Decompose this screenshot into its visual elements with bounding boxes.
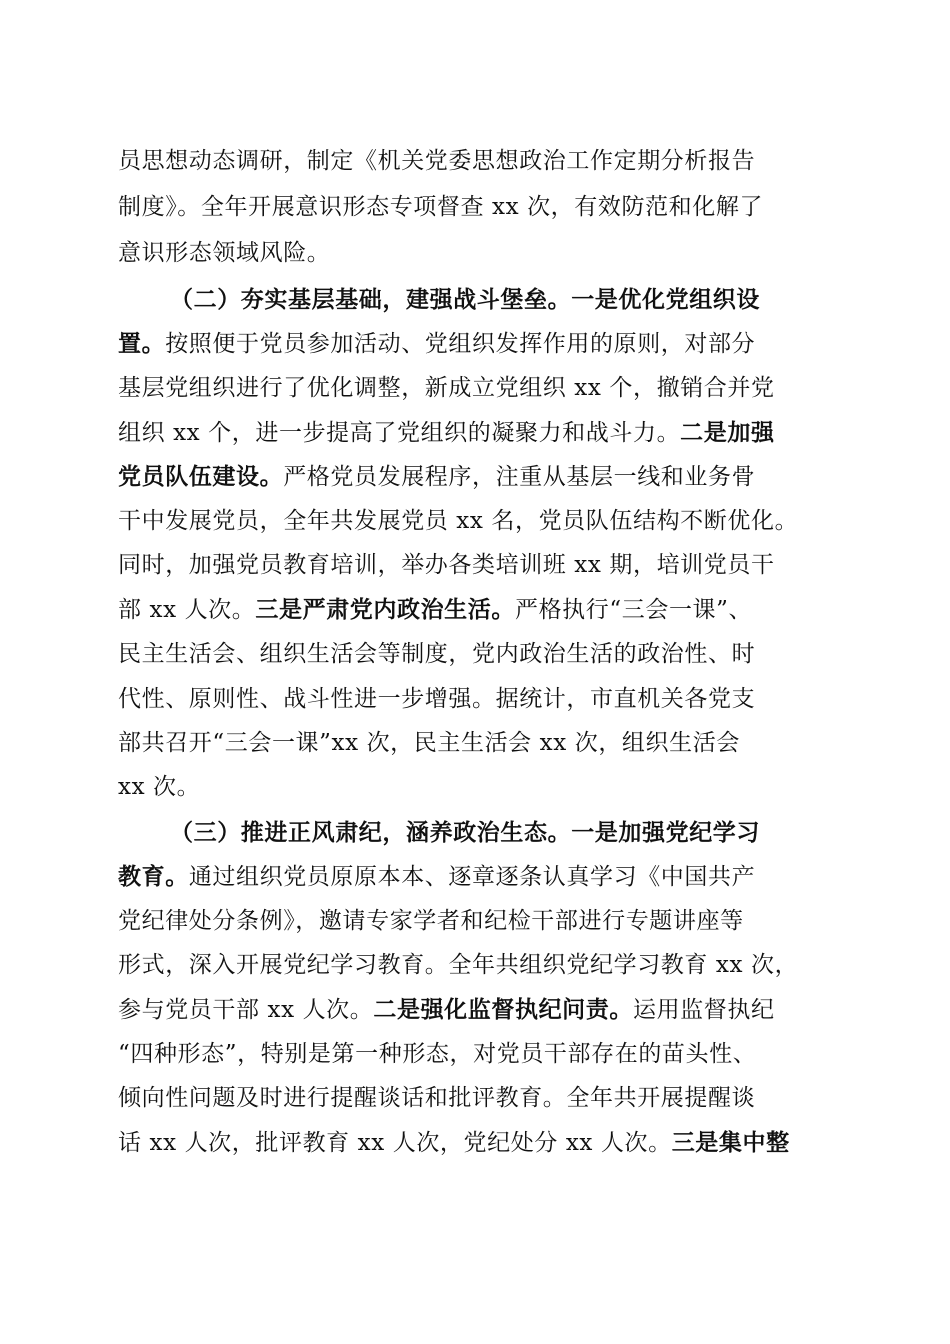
text-line-19	[118, 942, 838, 988]
bold-run: 教育。	[118, 863, 189, 890]
text-run: 按照便于党员参加活动、党组织发挥作用的原则，对部分	[165, 331, 756, 357]
bold-run: 二是强化监督执纪问责。	[373, 996, 633, 1023]
text-line-21	[118, 1031, 838, 1077]
text-run: 党纪律处分条例》，邀请专家学者和纪检干部进行专题讲座等	[118, 908, 744, 934]
text-run: 员思想动态调研，制定《机关党委思想政治工作定期分析报告	[118, 148, 756, 174]
bold-run: 三是严肃党内政治生活。	[255, 596, 515, 623]
text-line-10	[118, 542, 838, 588]
bold-run: 党员队伍建设。	[118, 463, 284, 490]
text-run: 形式，深入开展党纪学习教育。全年共组织党纪学习教育 xx 次，	[118, 952, 799, 978]
text-run: 通过组织党员原原本本、逐章逐条认真学习《中国共产	[188, 864, 756, 890]
heading-text: （二）夯实基层基础，建强战斗堡垒。一是优化党组织设	[170, 286, 760, 313]
text-run: 基层党组织进行了优化调整，新成立党组织 xx 个，撤销合并党	[118, 375, 775, 401]
text-line-22	[118, 1075, 838, 1121]
text-run: 参与党员干部 xx 人次。	[118, 997, 374, 1023]
text-run: xx 次。	[118, 774, 201, 800]
text-run: 民主生活会、组织生活会等制度，党内政治生活的政治性、时	[118, 641, 756, 667]
section-heading-3	[170, 810, 890, 856]
text-run: 组织 xx 个，进一步提高了党组织的凝聚力和战斗力。	[118, 420, 681, 446]
text-run: 制度》。全年开展意识形态专项督查 xx 次，有效防范和化解了	[118, 194, 764, 220]
text-line-13	[118, 676, 838, 722]
section-heading-2	[170, 277, 890, 323]
text-run: 严格党员发展程序，注重从基层一线和业务骨	[283, 464, 756, 490]
text-line-14	[118, 720, 838, 766]
text-line-2	[118, 184, 838, 230]
text-line-17	[118, 854, 838, 900]
text-run: 干中发展党员，全年共发展党员 xx 名，党员队伍结构不断优化。	[118, 508, 799, 534]
text-run: 话 xx 人次，批评教育 xx 人次，党纪处分 xx 人次。	[118, 1130, 672, 1156]
text-run: 部共召开“三会一课”xx 次，民主生活会 xx 次，组织生活会	[118, 730, 740, 756]
text-line-6	[118, 365, 838, 411]
text-line-20	[118, 987, 838, 1033]
text-run: 运用监督执纪	[632, 997, 775, 1023]
bold-run: 二是加强	[680, 419, 775, 446]
text-line-7	[118, 410, 838, 456]
text-run: 意识形态领域风险。	[118, 240, 331, 266]
text-line-23	[118, 1120, 838, 1166]
text-run: 部 xx 人次。	[118, 597, 256, 623]
text-line-11	[118, 587, 838, 633]
bold-run: 三是集中整	[671, 1129, 790, 1156]
bold-run: 置。	[118, 330, 166, 357]
text-line-5	[118, 321, 838, 367]
text-run: 代性、原则性、战斗性进一步增强。据统计，市直机关各党支	[118, 686, 756, 712]
text-line-8	[118, 454, 838, 500]
text-run: 同时，加强党员教育培训，举办各类培训班 xx 期，培训党员干	[118, 552, 775, 578]
text-run: 倾向性问题及时进行提醒谈话和批评教育。全年共开展提醒谈	[118, 1085, 756, 1111]
text-run: 严格执行“三会一课”、	[514, 597, 753, 623]
heading-text: （三）推进正风肃纪，涵养政治生态。一是加强党纪学习	[170, 819, 760, 846]
text-line-9	[118, 498, 838, 544]
text-line-15	[118, 764, 838, 810]
text-run: “四种形态”，特别是第一种形态，对党员干部存在的苗头性、	[118, 1041, 757, 1067]
text-line-3	[118, 230, 838, 276]
text-line-1	[118, 138, 838, 184]
text-line-18	[118, 898, 838, 944]
text-line-12	[118, 631, 838, 677]
